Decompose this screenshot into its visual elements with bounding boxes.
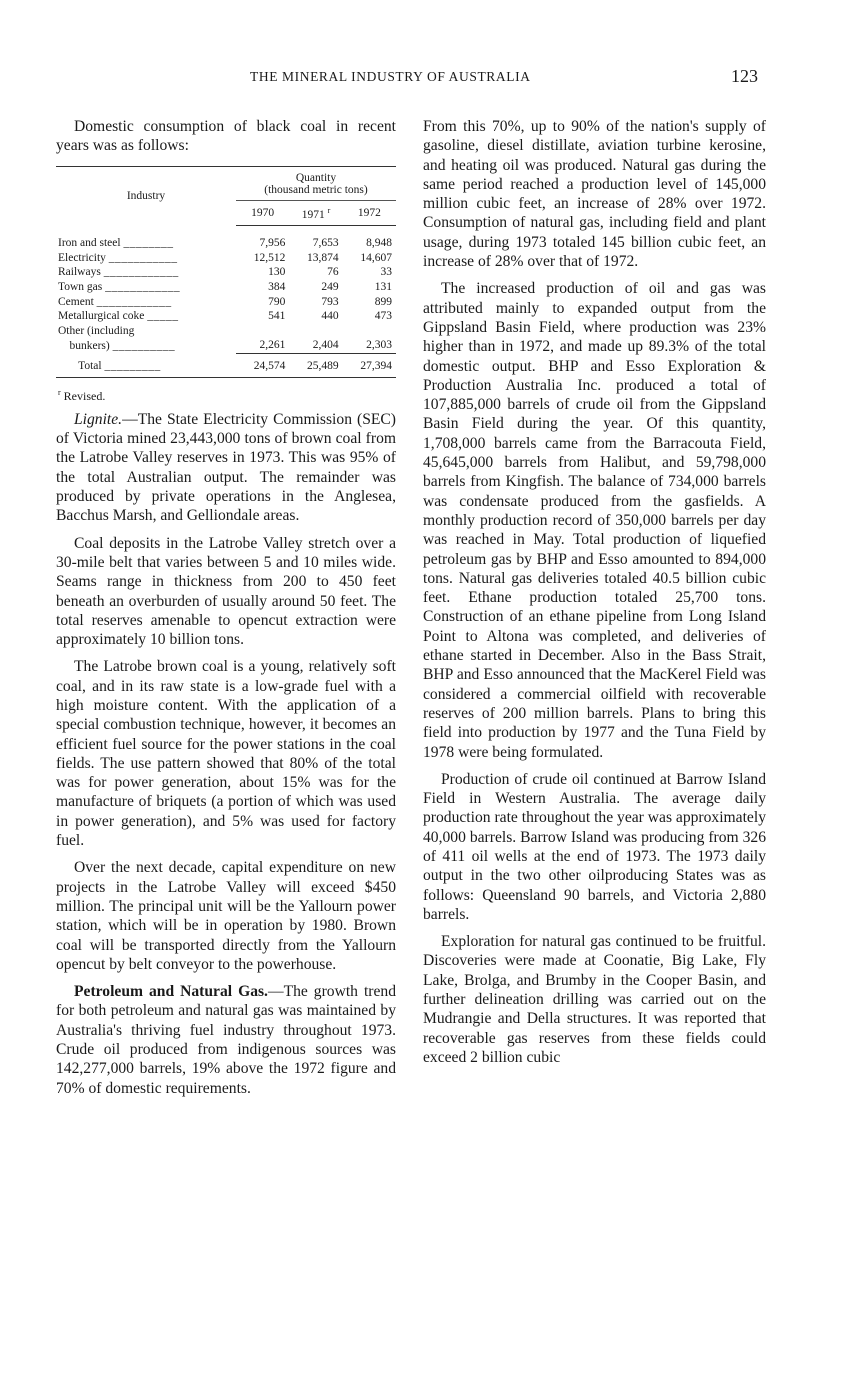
- decade-paragraph: Over the next decade, capital expenditure on new projects in the Latrobe Valley will exceed $450 million. The principal unit will be the Yallourn power station, which will be in operation by 1980. Brown coal will be transported directly from the Yallourn opencut by belt conveyor to the powerhouse.: [56, 859, 396, 973]
- table-row: Electricity ___________ 12,512 13,874 14,607: [58, 251, 392, 264]
- table-row: Town gas ____________ 384 249 131: [58, 280, 392, 293]
- table-row: Metallurgical coke _____ 541 440 473: [58, 310, 392, 323]
- right-column: [423, 117, 766, 1067]
- deposits-paragraph: Coal deposits in the Latrobe Valley stretch over a 30-mile belt that varies between 5 and 10 miles wide. Seams range in thickness from 200 to 450 feet beneath an overburden of usually around 50 feet. The total reserves amenable to opencut extraction were approximately 10 billion tons.: [56, 534, 396, 649]
- total-row: Total _________ 24,574 25,489 27,394: [56, 353, 396, 377]
- table-row: Iron and steel ________ 7,956 7,653 8,948: [58, 237, 392, 250]
- quantity-header: Quantity (thousand metric tons): [236, 166, 396, 200]
- industry-header: Industry: [56, 166, 236, 226]
- continued-paragraph: From this 70%, up to 90% of the nation's supply of gasoline, diesel distillate, aviation turbine kerosine, and heating oil was produced. Natural gas during the same period reached a production level of 145,000 million cubic feet, an increase of 28% over 1972. Consumption of natural gas, including field and plant usage, during 1973 totaled 145 billion cubic feet, an increase of 28% over that of 1972.: [423, 118, 766, 271]
- table-row: bunkers) __________ 2,261 2,404 2,303: [69, 339, 392, 352]
- table-footnote: $^r$ Revised.: [58, 387, 106, 403]
- table-row: Railways ____________ 130 76 33: [58, 266, 392, 279]
- increased-production-paragraph: The increased production of oil and gas was attributed mainly to expanded output from the Gippsland Basin Field, where production was 23% higher than in 1972, and made up 89.3% of the total domestic output. BHP and Esso Exploration & Production Australia Inc. produced a total of 107,885,000 barrels of crude oil from the Gippsland Basin Field during the year. Of this quantity, 1,708,000 barrels came from the Barracouta Field, 45,645,000 barrels from Halibut, and 59,798,000 barrels from Kingfish. The balance of 734,000 barrels was condensate produced from the gasfields. A monthly production record of 350,000 barrels per day was reached in May. Total production of liquefied petroleum gas by BHP and Esso amounted to 894,000 tons. Natural gas deliveries totaled 40.5 billion cubic feet. Ethane production totaled 25,700 tons. Construction of an ethane pipeline from Long Island Point to Altona was completed, and deliveries of ethane started in December. Also in the Bass Strait, BHP and Esso announced that the MacKerel Field was considered a commercial oilfield with recoverable reserves of 200 million barrels. Plans to bring this field into production by 1977 and the Tuna Field by 1978 were being formulated.: [423, 280, 766, 761]
- running-title: THE MINERAL INDUSTRY OF AUSTRALIA: [250, 69, 531, 84]
- year-header-1972: 1972: [343, 200, 396, 225]
- running-header: [0, 66, 868, 90]
- petroleum-paragraph: Petroleum and Natural Gas.—The growth trend for both petroleum and natural gas was maintained by Australia's thriving fuel industry throughout 1973. Crude oil produced from indigenous sources was 142,277,000 barrels, 19% above the 1972 figure and 70% of domestic requirements.: [56, 983, 396, 1097]
- exploration-paragraph: Exploration for natural gas continued to be fruitful. Discoveries were made at Coonatie, Big Lake, Fly Lake, Brolga, and Brumby in the Cooper Basin, and further delineation drilling was carried out on the Mudrangie and Della structures. It was reported that recoverable gas reserves from these fields could exceed 2 billion cubic: [423, 933, 766, 1066]
- barrow-island-paragraph: Production of crude oil continued at Barrow Island Field in Western Australia. The average daily production rate throughout the year was approximately 40,000 barrels. Barrow Island was producing from 326 of 411 oil wells at the end of 1973. The 1973 daily output in the two other oilproducing States was as follows: Queensland 90 barrels, and Victoria 2,880 barrels.: [423, 770, 766, 923]
- table-row: Cement ____________ 790 793 899: [58, 295, 392, 308]
- table-row: Other (including: [58, 324, 135, 337]
- year-header-1970: 1970: [236, 200, 289, 225]
- left-column: [56, 117, 396, 1098]
- table-intro: Domestic consumption of black coal in recent years was as follows:: [56, 118, 396, 155]
- coal-consumption-table: [56, 166, 396, 378]
- brown-coal-paragraph: The Latrobe brown coal is a young, relatively soft coal, and in its raw state is a low-grade fuel with a high moisture content. With the application of a special combustion technique, however, it becomes an efficient fuel source for the power stations in the coal fields. The use pattern showed that 80% of the total was for power generation, about 15% was for the manufacture of briquets (a portion of which was used in power generation), and 5% was used for factory fuel.: [56, 658, 396, 850]
- page-number: 123: [731, 66, 758, 86]
- lignite-paragraph: Lignite.—The State Electricity Commission (SEC) of Victoria mined 23,443,000 tons of brown coal from the Latrobe Valley reserves in 1973. This was 95% of the total Australian output. The remainder was produced by private operations in the Anglesea, Bacchus Marsh, and Gelliondale areas.: [56, 410, 396, 525]
- year-header-1971: 1971 $^r$: [289, 200, 342, 225]
